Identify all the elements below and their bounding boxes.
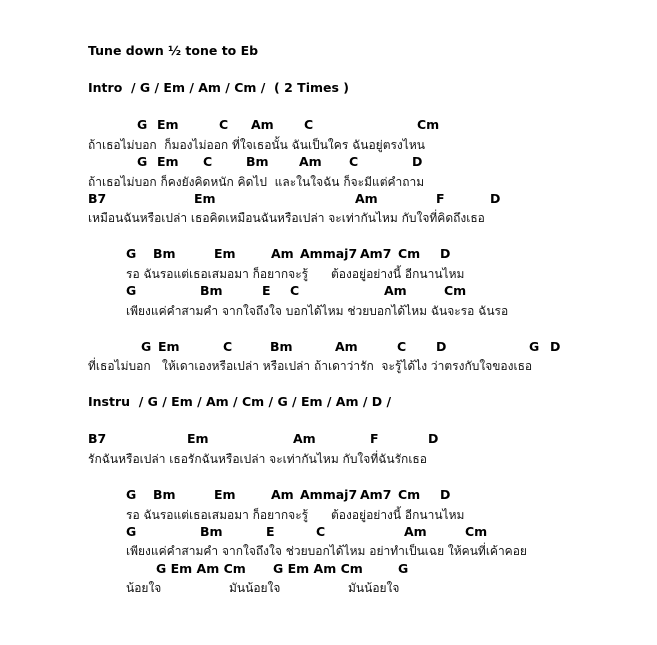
chord: Bm [200,524,223,539]
chord: Em [187,431,209,446]
chord: C [316,524,326,539]
chord: D [490,191,501,206]
chord: G [137,117,148,132]
chord: Am [293,431,316,446]
chord: G [398,561,409,576]
chord: Cm [465,524,488,539]
chord: Ammaj7 [300,246,358,261]
chord: G [137,154,148,169]
chord: Cm [417,117,440,132]
chord: D [440,487,451,502]
lyric-text: ที่เธอไม่บอก ให้เดาเองหรือเปล่า หรือเปล่า ถ้าเดาว่ารัก จะรู้ได้ไง ว่าตรงกับใจของเธอ [88,359,533,373]
chord: G [126,246,137,261]
chord: G [126,524,137,539]
chord: B7 [88,191,107,206]
chord: D [428,431,439,446]
intro-line: Intro / G / Em / Am / Cm / ( 2 Times ) [88,80,349,95]
chord: Cm [398,487,421,502]
chord: Ammaj7 [300,487,358,502]
lyric-text: รอ ฉันรอแต่เธอเสมอมา ก็อยากจะรู้ ต้องอยู่อย่างนี้ อีกนานไหม [126,508,465,522]
chord: C [223,339,233,354]
chord: G [126,487,137,502]
chord: C [304,117,314,132]
chord: Am [271,487,294,502]
chord: Em [157,154,179,169]
chord: E [262,283,271,298]
chord: C [203,154,213,169]
chord: D [440,246,451,261]
chord: Cm [398,246,421,261]
lyric-text: เพียงแค่คำสามคำ จากใจถึงใจ บอกได้ไหม ช่วยบอกได้ไหม ฉันจะรอ ฉันรอ [126,304,509,318]
chord: Am [404,524,427,539]
chord: F [370,431,379,446]
chord: Am7 [360,246,392,261]
lyric-text: รอ ฉันรอแต่เธอเสมอมา ก็อยากจะรู้ ต้องอยู่อย่างนี้ อีกนานไหม [126,267,465,281]
chord: Bm [270,339,293,354]
chord: Am [335,339,358,354]
chord: Em [214,246,236,261]
chord: C [397,339,407,354]
chord: Em [158,339,180,354]
chord: D [436,339,447,354]
chord: F [436,191,445,206]
chord: Am [299,154,322,169]
chord: D [412,154,423,169]
chord: B7 [88,431,107,446]
lyric-text: ถ้าเธอไม่บอก ก็คงยังคิดหนัก คิดไป และในใจฉัน ก็จะมีแต่คำถาม [88,175,425,189]
chord: G [126,283,137,298]
chord: E [266,524,275,539]
chord: Bm [200,283,223,298]
chord: Bm [153,246,176,261]
chord: Bm [153,487,176,502]
lyric-text: เพียงแค่คำสามคำ จากใจถึงใจ ช่วยบอกได้ไหม อย่าทำเป็นเฉย ให้คนที่เค้าคอย [126,544,527,558]
chord: Am [251,117,274,132]
chord: Am7 [360,487,392,502]
chord: G Em Am Cm [156,561,246,576]
chord: Em [194,191,216,206]
chord: C [219,117,229,132]
chord: Bm [246,154,269,169]
chord: Am [271,246,294,261]
lyric-text: น้อยใจ [126,581,162,595]
lyric-text: มันน้อยใจ [229,581,281,595]
chord: Em [157,117,179,132]
chord: G [529,339,540,354]
chord: Am [355,191,378,206]
instru-line: Instru / G / Em / Am / Cm / G / Em / Am / D / [88,394,392,409]
chord: Em [214,487,236,502]
chord: G Em Am Cm [273,561,363,576]
chord: G [141,339,152,354]
chord: D [550,339,561,354]
lyric-text: มันน้อยใจ [348,581,400,595]
chord: C [290,283,300,298]
chord: C [349,154,359,169]
chord: Cm [444,283,467,298]
lyric-text: ถ้าเธอไม่บอก ก็มองไม่ออก ที่ใจเธอนั้น ฉันเป็นใคร ฉันอยู่ตรงไหน [88,138,425,152]
tuning-note: Tune down ½ tone to Eb [88,43,259,58]
lyric-text: เหมือนฉันหรือเปล่า เธอคิดเหมือนฉันหรือเปล่า จะเท่ากันไหม กับใจที่คิดถึงเธอ [88,211,485,225]
lyric-text: รักฉันหรือเปล่า เธอรักฉันหรือเปล่า จะเท่ากันไหม กับใจที่ฉันรักเธอ [88,452,427,466]
chord: Am [384,283,407,298]
